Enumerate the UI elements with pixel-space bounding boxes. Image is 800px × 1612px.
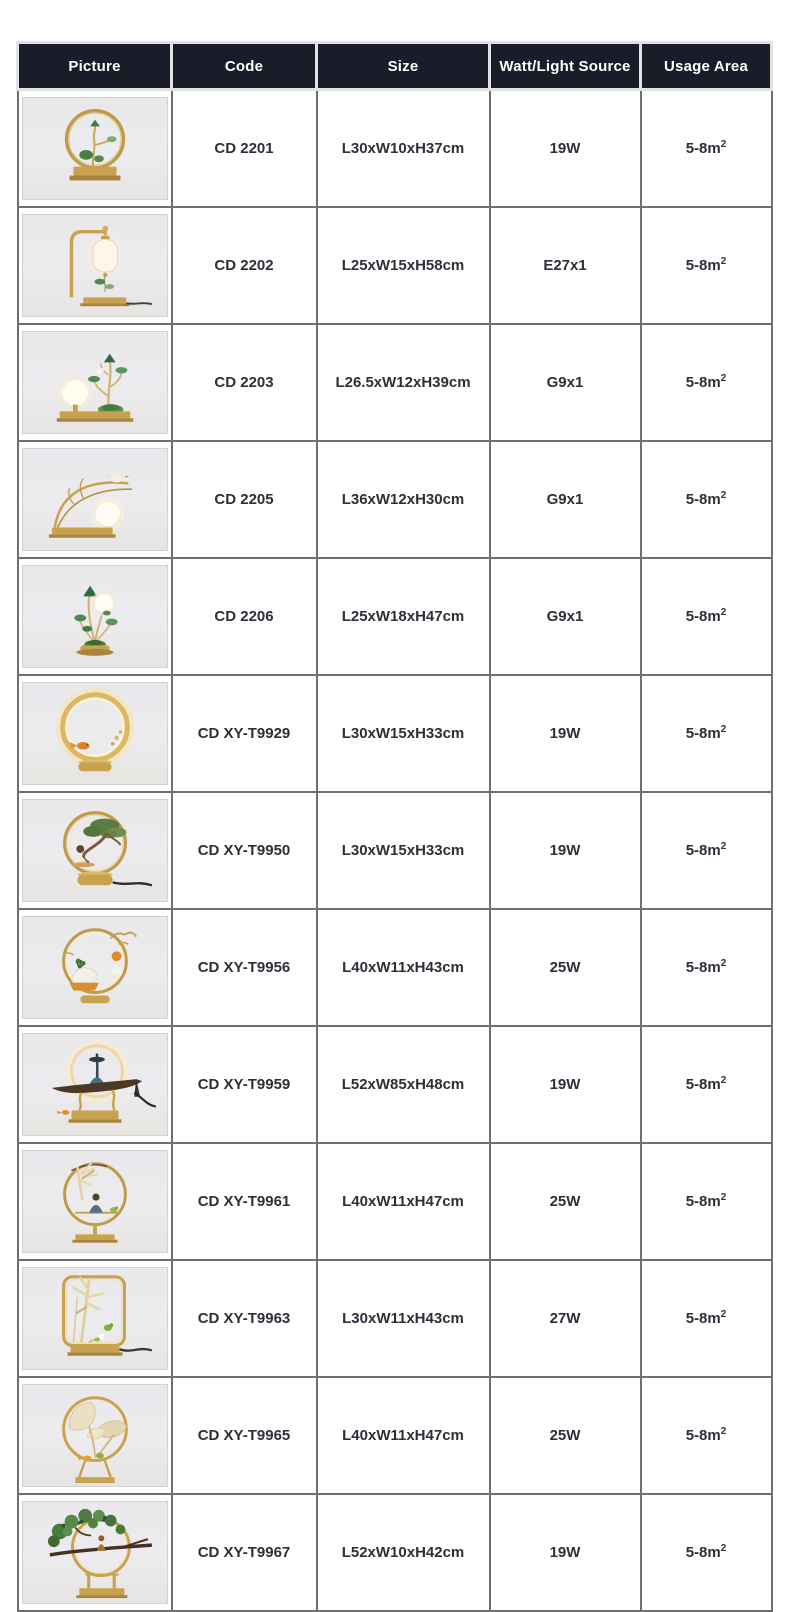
watt-cell: G9x1 <box>490 441 641 558</box>
column-header-picture: Picture <box>18 43 172 90</box>
size-cell: L40xW11xH43cm <box>317 909 490 1026</box>
code-cell: CD XY-T9959 <box>172 1026 317 1143</box>
table-row <box>18 558 772 675</box>
area-value: 5-8m <box>685 842 721 859</box>
area-cell <box>641 90 772 208</box>
area-value: 5-8m <box>685 374 721 391</box>
ring-bamboo-figure-lamp-image <box>22 1150 168 1253</box>
watt-cell: G9x1 <box>490 558 641 675</box>
watt-cell: E27x1 <box>490 207 641 324</box>
column-header-code: Code <box>172 43 317 90</box>
size-cell: L40xW11xH47cm <box>317 1143 490 1260</box>
table-row <box>18 675 772 792</box>
table-row <box>18 441 772 558</box>
area-superscript: 2 <box>720 373 727 384</box>
frame-bamboo-lamp-image <box>22 1267 168 1370</box>
area-superscript: 2 <box>720 1075 727 1086</box>
picture-cell <box>18 792 172 909</box>
area-superscript: 2 <box>720 607 727 618</box>
area-value: 5-8m <box>685 1310 721 1327</box>
area-cell <box>641 1026 772 1143</box>
column-header-area: Usage Area <box>641 43 772 90</box>
area-superscript: 2 <box>720 1309 727 1320</box>
area-superscript: 2 <box>720 256 727 267</box>
table-row <box>18 1143 772 1260</box>
area-value: 5-8m <box>685 257 721 274</box>
size-cell: L30xW10xH37cm <box>317 90 490 208</box>
area-superscript: 2 <box>720 958 727 969</box>
area-cell <box>641 675 772 792</box>
product-spec-table-wrap <box>16 41 773 1612</box>
watt-cell: 25W <box>490 909 641 1026</box>
table-row <box>18 909 772 1026</box>
size-cell: L30xW15xH33cm <box>317 792 490 909</box>
size-cell: L25xW18xH47cm <box>317 558 490 675</box>
area-superscript: 2 <box>720 139 727 150</box>
ring-pine-branch-lamp-image <box>22 1501 168 1604</box>
area-value: 5-8m <box>685 491 721 508</box>
table-row <box>18 90 772 208</box>
area-cell <box>641 207 772 324</box>
code-cell: CD XY-T9950 <box>172 792 317 909</box>
code-cell: CD XY-T9965 <box>172 1377 317 1494</box>
table-row <box>18 207 772 324</box>
area-value: 5-8m <box>685 725 721 742</box>
table-row <box>18 1260 772 1377</box>
product-spec-table <box>16 41 773 1612</box>
area-value: 5-8m <box>685 140 721 157</box>
watt-cell: 19W <box>490 1494 641 1611</box>
table-row <box>18 1494 772 1611</box>
area-cell <box>641 558 772 675</box>
size-cell: L30xW15xH33cm <box>317 675 490 792</box>
picture-cell <box>18 1260 172 1377</box>
watt-cell: 19W <box>490 1026 641 1143</box>
area-superscript: 2 <box>720 841 727 852</box>
area-cell <box>641 441 772 558</box>
picture-cell <box>18 207 172 324</box>
size-cell: L52xW85xH48cm <box>317 1026 490 1143</box>
code-cell: CD 2206 <box>172 558 317 675</box>
picture-cell <box>18 1026 172 1143</box>
area-value: 5-8m <box>685 1076 721 1093</box>
code-cell: CD XY-T9929 <box>172 675 317 792</box>
code-cell: CD 2202 <box>172 207 317 324</box>
glow-ring-fish-lamp-image <box>22 682 168 785</box>
table-row <box>18 1377 772 1494</box>
area-cell <box>641 1377 772 1494</box>
area-value: 5-8m <box>685 1193 721 1210</box>
lantern-arm-lamp-image <box>22 214 168 317</box>
watt-cell: 25W <box>490 1143 641 1260</box>
code-cell: CD XY-T9961 <box>172 1143 317 1260</box>
size-cell: L26.5xW12xH39cm <box>317 324 490 441</box>
area-superscript: 2 <box>720 1192 727 1203</box>
table-row <box>18 1026 772 1143</box>
area-superscript: 2 <box>720 1543 727 1554</box>
picture-cell <box>18 558 172 675</box>
code-cell: CD XY-T9956 <box>172 909 317 1026</box>
ring-monk-pine-lamp-image <box>22 916 168 1019</box>
area-cell <box>641 324 772 441</box>
area-cell <box>641 792 772 909</box>
column-header-watt: Watt/Light Source <box>490 43 641 90</box>
picture-cell <box>18 441 172 558</box>
watt-cell: 19W <box>490 675 641 792</box>
code-cell: CD 2203 <box>172 324 317 441</box>
ring-bonsai-lamp-image <box>22 799 168 902</box>
watt-cell: 27W <box>490 1260 641 1377</box>
area-superscript: 2 <box>720 724 727 735</box>
area-cell <box>641 1494 772 1611</box>
watt-cell: 25W <box>490 1377 641 1494</box>
area-superscript: 2 <box>720 1426 727 1437</box>
watt-cell: 19W <box>490 792 641 909</box>
picture-cell <box>18 90 172 208</box>
ring-ginkgo-lamp-image <box>22 1384 168 1487</box>
watt-cell: 19W <box>490 90 641 208</box>
globe-lotus-lamp-image <box>22 331 168 434</box>
area-value: 5-8m <box>685 1544 721 1561</box>
header-row <box>18 43 772 90</box>
arch-bird-globe-lamp-image <box>22 448 168 551</box>
size-cell: L30xW11xH43cm <box>317 1260 490 1377</box>
picture-cell <box>18 1143 172 1260</box>
size-cell: L40xW11xH47cm <box>317 1377 490 1494</box>
ring-lotus-lamp-image <box>22 97 168 200</box>
size-cell: L36xW12xH30cm <box>317 441 490 558</box>
picture-cell <box>18 675 172 792</box>
watt-cell: G9x1 <box>490 324 641 441</box>
table-row <box>18 324 772 441</box>
table-row <box>18 792 772 909</box>
area-value: 5-8m <box>685 959 721 976</box>
area-cell <box>641 1143 772 1260</box>
lotus-plant-lamp-image <box>22 565 168 668</box>
code-cell: CD XY-T9967 <box>172 1494 317 1611</box>
size-cell: L25xW15xH58cm <box>317 207 490 324</box>
code-cell: CD XY-T9963 <box>172 1260 317 1377</box>
code-cell: CD 2205 <box>172 441 317 558</box>
code-cell: CD 2201 <box>172 90 317 208</box>
picture-cell <box>18 1377 172 1494</box>
area-value: 5-8m <box>685 608 721 625</box>
column-header-size: Size <box>317 43 490 90</box>
area-superscript: 2 <box>720 490 727 501</box>
area-cell <box>641 909 772 1026</box>
picture-cell <box>18 909 172 1026</box>
size-cell: L52xW10xH42cm <box>317 1494 490 1611</box>
boat-ring-lamp-image <box>22 1033 168 1136</box>
area-value: 5-8m <box>685 1427 721 1444</box>
picture-cell <box>18 1494 172 1611</box>
area-cell <box>641 1260 772 1377</box>
picture-cell <box>18 324 172 441</box>
